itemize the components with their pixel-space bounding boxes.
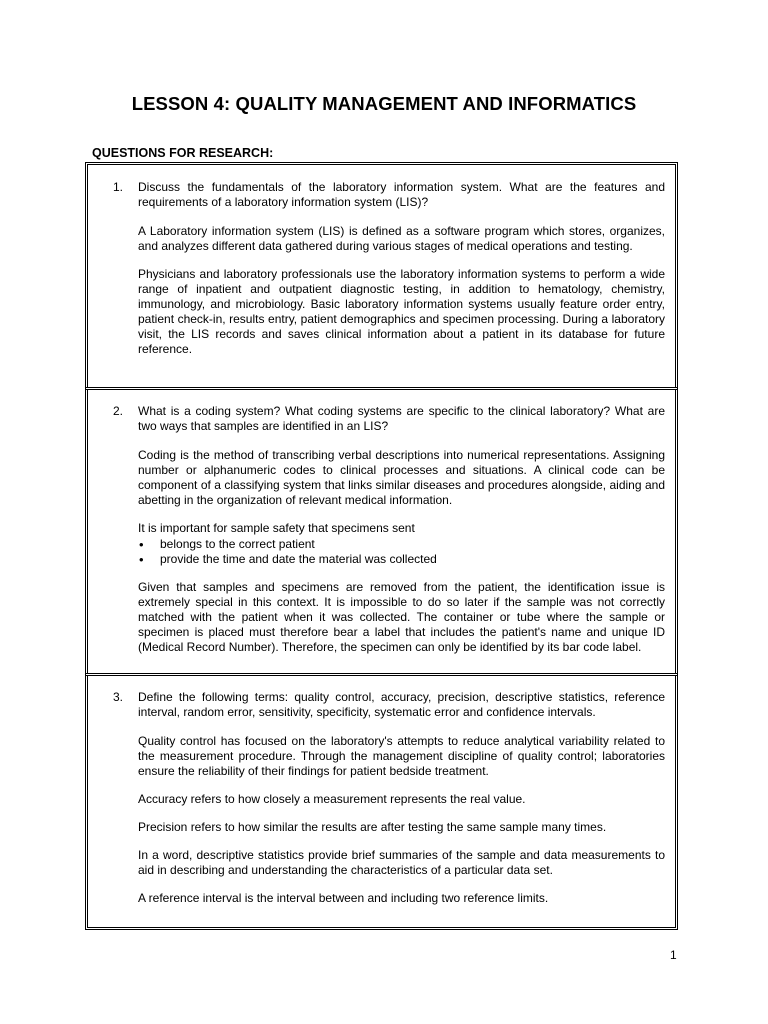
question-text: What is a coding system? What coding systems are specific to the clinical laboratory? What are two ways that samples are identified in an LIS? [138,404,665,433]
bullet-item: • belongs to the correct patient [138,537,665,552]
question-number: 1. [113,180,124,194]
question-number: 3. [113,690,124,704]
page-number: 1 [670,948,677,962]
answer-paragraph: Given that samples and specimens are removed from the patient, the identification issue is extremely special in this context. It is impossible to do so later if the sample was not correctly matched with the patient when it was collected. The container or tube where the sample or specimen is placed must therefore bear a label that includes the patient's name and unique ID (Medical Record Number). Therefore, the specimen can only be identified by its bar code label. [138,580,665,654]
question-text: Define the following terms: quality control, accuracy, precision, descriptive statistics, reference interval, random error, sensitivity, specificity, systematic error and confidence intervals. [138,690,665,719]
bullet-list [138,537,665,567]
answer-paragraph: It is important for sample safety that specimens sent [138,521,415,535]
question-box-3 [85,673,678,930]
answer-paragraph: A Laboratory information system (LIS) is defined as a software program which stores, organizes, and analyzes different data gathered during various stages of medical operations and testing. [138,224,665,253]
question-box-1 [85,162,678,390]
answer-paragraph: Accuracy refers to how closely a measurement represents the real value. [138,792,526,806]
answer-paragraph: In a word, descriptive statistics provide brief summaries of the sample and data measurements to aid in describing and understanding the characteristics of a particular data set. [138,848,665,877]
answer-paragraph: Quality control has focused on the laboratory's attempts to reduce analytical variability related to the measurement procedure. Through the management discipline of quality control; laboratories ensure the reliability of their findings for patient bedside treatment. [138,734,665,778]
question-text: Discuss the fundamentals of the laboratory information system. What are the features and requirements of a laboratory information system (LIS)? [138,180,665,209]
answer-paragraph: Physicians and laboratory professionals use the laboratory information systems to perform a wide range of inpatient and outpatient diagnostic testing, in addition to hematology, chemistry, immunology, and microbiology. Basic laboratory information systems usually feature order entry, patient check-in, results entry, patient demographics and specimen processing. During a laboratory visit, the LIS records and saves clinical information about a patient in its database for future reference. [138,267,665,356]
question-box-2 [85,387,678,676]
section-heading: QUESTIONS FOR RESEARCH: [92,146,274,160]
page-title: LESSON 4: QUALITY MANAGEMENT AND INFORMATICS [131,93,637,114]
answer-paragraph: Precision refers to how similar the results are after testing the same sample many times. [138,820,607,834]
question-number: 2. [113,404,124,418]
answer-paragraph: A reference interval is the interval between and including two reference limits. [138,891,549,905]
answer-paragraph: Coding is the method of transcribing verbal descriptions into numerical representations. Assigning number or alphanumeric codes to clinical processes and situations. A clinical code can be component of a classifying system that links similar diseases and procedures alongside, aiding and abetting in the organization of relevant medical information. [138,448,665,507]
bullet-item: • provide the time and date the material was collected [138,552,665,567]
